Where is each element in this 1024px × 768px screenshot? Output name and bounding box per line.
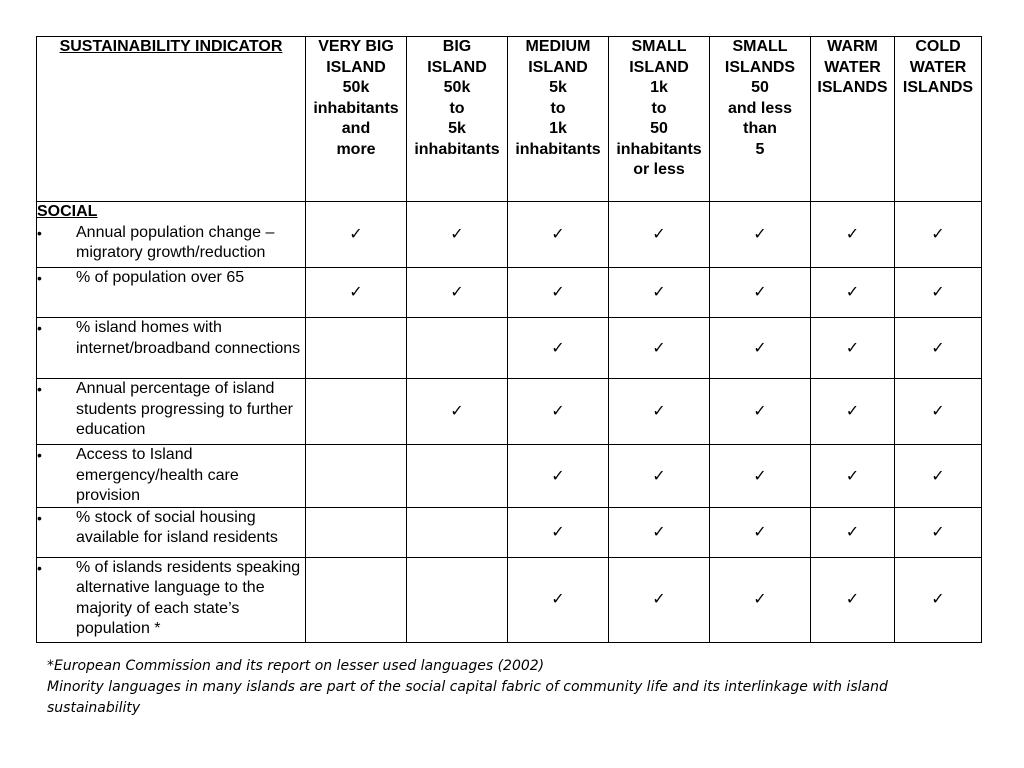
- header-row: [37, 37, 982, 202]
- check-cell: [710, 268, 811, 318]
- checkmark-icon: ✓: [450, 282, 464, 302]
- checkmark-icon: ✓: [753, 589, 767, 609]
- check-cell: [407, 507, 508, 557]
- checkmark-icon: ✓: [931, 224, 945, 244]
- checkmark-icon: ✓: [931, 521, 945, 541]
- header-medium-island: MEDIUM ISLAND 5k to 1k inhabitants: [508, 37, 609, 202]
- checkmark-icon: ✓: [753, 401, 767, 421]
- checkmark-icon: ✓: [551, 521, 565, 541]
- footnote-note: Minority languages in many islands are part of the social capital fabric of community life and its interlinkage with island sustainability: [47, 679, 888, 716]
- indicator-label: Annual percentage of island students progressing to further education: [76, 380, 294, 438]
- checkmark-icon: ✓: [845, 282, 860, 302]
- checkmark-icon: ✓: [845, 224, 860, 244]
- checkmark-icon: ✓: [931, 337, 945, 357]
- checkmark-icon: ✓: [652, 521, 666, 541]
- table-row: [37, 557, 982, 642]
- check-cell: [407, 557, 508, 642]
- checkmark-icon: ✓: [652, 401, 666, 421]
- bullet-icon: •: [37, 320, 42, 336]
- checkmark-icon: ✓: [652, 282, 666, 302]
- bullet-icon: •: [37, 270, 42, 286]
- check-cell: [609, 202, 710, 268]
- check-cell: [811, 268, 895, 318]
- check-cell: [811, 507, 895, 557]
- indicator-bullet-item: [37, 558, 305, 640]
- footnote-source: *European Commission and its report on lesser used languages (2002): [47, 658, 545, 674]
- check-cell: [811, 379, 895, 445]
- checkmark-icon: ✓: [551, 465, 565, 485]
- bullet-icon: •: [37, 509, 42, 526]
- check-cell: [811, 445, 895, 508]
- checkmark-icon: ✓: [450, 224, 464, 244]
- check-cell: [710, 445, 811, 508]
- check-cell: [306, 507, 407, 557]
- checkmark-icon: ✓: [652, 337, 666, 357]
- checkmark-icon: ✓: [845, 401, 860, 421]
- indicator-cell: [37, 318, 306, 379]
- check-cell: [407, 202, 508, 268]
- check-cell: [609, 445, 710, 508]
- header-very-big-island: VERY BIG ISLAND 50k inhabitants and more: [306, 37, 407, 202]
- checkmark-icon: ✓: [753, 337, 767, 357]
- table-row: [37, 507, 982, 557]
- check-cell: [811, 202, 895, 268]
- check-cell: [508, 318, 609, 379]
- check-cell: [407, 379, 508, 445]
- checkmark-icon: ✓: [551, 401, 565, 421]
- check-cell: [306, 379, 407, 445]
- indicator-cell: [37, 202, 306, 268]
- check-cell: [508, 202, 609, 268]
- check-cell: [407, 318, 508, 379]
- checkmark-icon: ✓: [652, 224, 666, 244]
- table-row: [37, 445, 982, 508]
- indicator-cell: [37, 507, 306, 557]
- checkmark-icon: ✓: [845, 465, 860, 485]
- bullet-icon: •: [37, 559, 42, 576]
- indicator-label: % stock of social housing available for island residents: [76, 508, 278, 546]
- check-cell: [895, 445, 982, 508]
- indicator-bullet-item: [37, 445, 305, 507]
- checkmark-icon: ✓: [349, 224, 363, 244]
- checkmark-icon: ✓: [450, 401, 464, 421]
- indicator-cell: [37, 557, 306, 642]
- check-cell: [407, 445, 508, 508]
- checkmark-icon: ✓: [551, 282, 565, 302]
- bullet-icon: •: [37, 224, 42, 241]
- check-cell: [811, 318, 895, 379]
- check-cell: [508, 268, 609, 318]
- table-row: [37, 379, 982, 445]
- checkmark-icon: ✓: [551, 589, 565, 609]
- check-cell: [306, 268, 407, 318]
- check-cell: [895, 202, 982, 268]
- header-big-island: BIG ISLAND 50k to 5k inhabitants: [407, 37, 508, 202]
- check-cell: [407, 268, 508, 318]
- check-cell: [306, 445, 407, 508]
- check-cell: [306, 318, 407, 379]
- check-cell: [306, 202, 407, 268]
- check-cell: [306, 557, 407, 642]
- check-cell: [609, 268, 710, 318]
- check-cell: [710, 318, 811, 379]
- check-cell: [609, 379, 710, 445]
- checkmark-icon: ✓: [931, 465, 945, 485]
- checkmark-icon: ✓: [931, 282, 945, 302]
- indicator-cell: [37, 268, 306, 318]
- header-small-island: SMALL ISLAND 1k to 50 inhabitants or less: [609, 37, 710, 202]
- section-title: SOCIAL: [37, 203, 98, 220]
- indicator-bullet-item: [37, 508, 305, 549]
- bullet-icon: •: [37, 381, 42, 397]
- checkmark-icon: ✓: [931, 401, 945, 421]
- check-cell: [710, 557, 811, 642]
- header-indicator: SUSTAINABILITY INDICATOR: [37, 37, 306, 202]
- checkmark-icon: ✓: [931, 589, 945, 609]
- checkmark-icon: ✓: [753, 521, 767, 541]
- header-cold-water-islands: COLD WATER ISLANDS: [895, 37, 982, 202]
- checkmark-icon: ✓: [349, 282, 363, 302]
- table-row: [37, 202, 982, 268]
- sustainability-indicator-table: [36, 36, 982, 643]
- indicator-cell: [37, 445, 306, 508]
- table-row: [37, 268, 982, 318]
- checkmark-icon: ✓: [845, 589, 860, 609]
- check-cell: [895, 318, 982, 379]
- check-cell: [895, 268, 982, 318]
- checkmark-icon: ✓: [652, 465, 666, 485]
- check-cell: [710, 379, 811, 445]
- checkmark-icon: ✓: [845, 337, 860, 357]
- check-cell: [609, 557, 710, 642]
- checkmark-icon: ✓: [753, 224, 767, 244]
- check-cell: [710, 202, 811, 268]
- table-row: [37, 318, 982, 379]
- check-cell: [508, 557, 609, 642]
- indicator-label: Access to Island emergency/health care provision: [76, 446, 239, 504]
- indicator-label: Annual population change – migratory growth/reduction: [76, 223, 275, 261]
- check-cell: [895, 557, 982, 642]
- indicator-bullet-item: [37, 268, 305, 289]
- check-cell: [895, 379, 982, 445]
- header-warm-water-islands: WARM WATER ISLANDS: [811, 37, 895, 202]
- indicator-bullet-item: [37, 223, 305, 264]
- checkmark-icon: ✓: [652, 589, 666, 609]
- checkmark-icon: ✓: [753, 465, 767, 485]
- check-cell: [895, 507, 982, 557]
- footnote: [47, 656, 947, 719]
- checkmark-icon: ✓: [845, 521, 860, 541]
- checkmark-icon: ✓: [551, 337, 565, 357]
- indicator-cell: [37, 379, 306, 445]
- indicator-bullet-item: [37, 318, 305, 359]
- check-cell: [508, 445, 609, 508]
- checkmark-icon: ✓: [753, 282, 767, 302]
- check-cell: [508, 507, 609, 557]
- check-cell: [609, 507, 710, 557]
- check-cell: [609, 318, 710, 379]
- checkmark-icon: ✓: [551, 224, 565, 244]
- indicator-bullet-item: [37, 379, 305, 441]
- indicator-label: % of islands residents speaking alternative language to the majority of each state’s population *: [76, 558, 301, 637]
- indicator-label: % island homes with internet/broadband connections: [76, 319, 301, 357]
- indicator-label: % of population over 65: [76, 269, 245, 286]
- header-small-islands: SMALL ISLANDS 50 and less than 5: [710, 37, 811, 202]
- bullet-icon: •: [37, 447, 42, 463]
- check-cell: [710, 507, 811, 557]
- check-cell: [508, 379, 609, 445]
- check-cell: [811, 557, 895, 642]
